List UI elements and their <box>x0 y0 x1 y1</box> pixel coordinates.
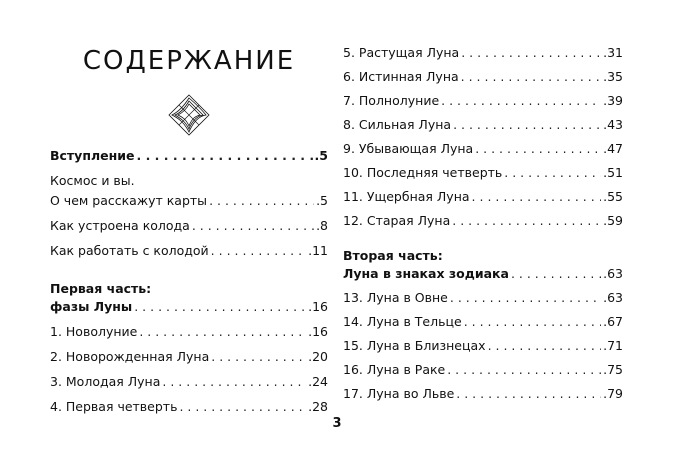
toc-entry-label: фазы Луны <box>50 299 133 314</box>
leader-dots <box>488 338 602 354</box>
toc-entry-label: 4. Первая четверть <box>50 399 178 414</box>
toc-entry-label: 7. Полнолуние <box>343 93 440 108</box>
leader-dots <box>452 213 601 229</box>
toc-entry[interactable] <box>343 338 623 354</box>
leader-dots <box>134 299 306 315</box>
leader-dots <box>192 218 314 234</box>
toc-entry-page: .35 <box>603 69 623 84</box>
toc-entry[interactable] <box>343 141 623 157</box>
toc-entry-page: .11 <box>308 243 328 258</box>
toc-entry-label: Вступление <box>50 148 135 163</box>
leader-dots <box>179 399 306 415</box>
toc-entry[interactable] <box>50 374 328 390</box>
toc-entry-work[interactable] <box>50 243 328 259</box>
toc-entry-page: .16 <box>308 324 328 339</box>
toc-entry-page: .75 <box>603 362 623 377</box>
toc-entry[interactable] <box>343 69 623 85</box>
toc-entry-label: 15. Луна в Близнецах <box>343 338 486 353</box>
toc-entry-label: 6. Истинная Луна <box>343 69 459 84</box>
toc-entry-label: 8. Сильная Луна <box>343 117 452 132</box>
toc-entry[interactable] <box>343 213 623 229</box>
leader-dots <box>475 141 601 157</box>
page-number: 3 <box>332 416 342 431</box>
leader-dots <box>211 349 306 365</box>
toc-entry-cosmos-line1: Космос и вы. <box>50 173 135 188</box>
toc-entry-label: 17. Луна во Льве <box>343 386 455 401</box>
toc-entry-label: 9. Убывающая Луна <box>343 141 474 156</box>
toc-entry-page: .63 <box>603 266 623 281</box>
toc-entry-label: 16. Луна в Раке <box>343 362 446 377</box>
leader-dots <box>450 290 601 306</box>
leader-dots <box>139 324 306 340</box>
toc-entry[interactable] <box>343 165 623 181</box>
toc-entry-page: .28 <box>308 399 328 414</box>
toc-entry-intro[interactable] <box>50 148 328 164</box>
toc-entry-label: 13. Луна в Овне <box>343 290 448 305</box>
toc-entry-label: 14. Луна в Тельце <box>343 314 462 329</box>
toc-entry-page: .79 <box>603 386 623 401</box>
toc-left-column <box>50 148 328 415</box>
toc-entry[interactable] <box>50 399 328 415</box>
leader-dots <box>504 165 601 181</box>
toc-entry-page: .20 <box>308 349 328 364</box>
toc-entry-label: О чем расскажут карты <box>50 193 208 208</box>
leader-dots <box>441 93 601 109</box>
toc-entry-page: .51 <box>603 165 623 180</box>
toc-entry-label: Как устроена колода <box>50 218 190 233</box>
toc-part2-heading-line1: Вторая часть: <box>343 248 443 263</box>
toc-entry-page: .5 <box>314 148 328 163</box>
toc-entry-page: .55 <box>603 189 623 204</box>
toc-entry[interactable] <box>343 189 623 205</box>
toc-entry-page: .47 <box>603 141 623 156</box>
toc-entry-page: .5 <box>316 193 328 208</box>
toc-entry-page: .63 <box>603 290 623 305</box>
toc-entry-label: Как работать с колодой <box>50 243 209 258</box>
toc-entry[interactable] <box>343 314 623 330</box>
toc-entry[interactable] <box>50 349 328 365</box>
leader-dots <box>472 189 602 205</box>
toc-entry[interactable] <box>343 362 623 378</box>
toc-entry-cosmos[interactable] <box>50 193 328 209</box>
toc-entry-label: 5. Растущая Луна <box>343 45 460 60</box>
toc-entry-page: .8 <box>316 218 328 233</box>
toc-entry-page: .43 <box>603 117 623 132</box>
page-title: СОДЕРЖАНИЕ <box>82 46 296 76</box>
toc-entry-label: 10. Последняя четверть <box>343 165 503 180</box>
leader-dots <box>209 193 314 209</box>
leader-dots <box>461 69 601 85</box>
toc-entry-part2[interactable] <box>343 266 623 282</box>
leader-dots <box>464 314 601 330</box>
toc-entry-label: Луна в знаках зодиака <box>343 266 509 281</box>
leader-dots <box>453 117 601 133</box>
toc-entry[interactable] <box>343 290 623 306</box>
toc-entry-page: .31 <box>603 45 623 60</box>
toc-entry-label: 3. Молодая Луна <box>50 374 161 389</box>
toc-entry-page: .71 <box>603 338 623 353</box>
leader-dots <box>447 362 601 378</box>
leader-dots <box>511 266 601 282</box>
diamond-swirl-icon <box>166 92 212 138</box>
toc-part1-heading-line1: Первая часть: <box>50 281 152 296</box>
toc-entry-page: .24 <box>308 374 328 389</box>
toc-entry[interactable] <box>343 386 623 402</box>
leader-dots <box>211 243 306 259</box>
toc-entry[interactable] <box>343 93 623 109</box>
toc-entry-deck[interactable] <box>50 218 328 234</box>
toc-entry-page: .59 <box>603 213 623 228</box>
toc-entry-page: .39 <box>603 93 623 108</box>
toc-entry-page: .16 <box>308 299 328 314</box>
toc-entry-part1[interactable] <box>50 299 328 315</box>
toc-right-column <box>343 45 623 402</box>
toc-entry-label: 1. Новолуние <box>50 324 138 339</box>
toc-entry-label: 11. Ущербная Луна <box>343 189 470 204</box>
toc-entry-label: 12. Старая Луна <box>343 213 451 228</box>
leader-dots <box>461 45 601 61</box>
toc-entry[interactable] <box>343 45 623 61</box>
leader-dots <box>456 386 601 402</box>
toc-entry[interactable] <box>50 324 328 340</box>
toc-entry[interactable] <box>343 117 623 133</box>
toc-entry-page: .67 <box>603 314 623 329</box>
toc-entry-label: 2. Новорожденная Луна <box>50 349 210 364</box>
leader-dots <box>136 148 312 164</box>
leader-dots <box>162 374 306 390</box>
